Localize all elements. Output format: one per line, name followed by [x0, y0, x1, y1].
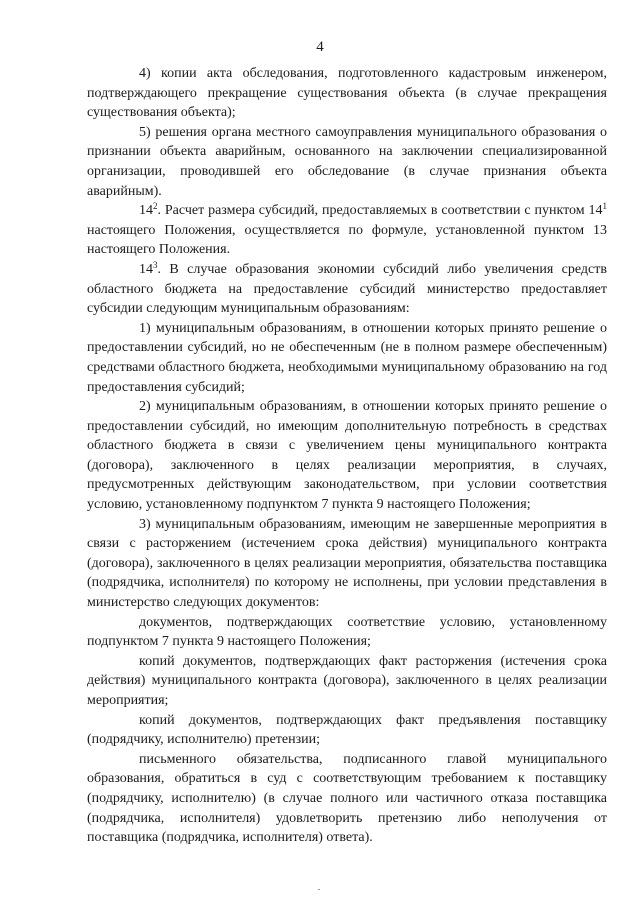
- reference-superscript: 1: [602, 201, 607, 212]
- paragraph-subitem-1: 1) муниципальным образованиям, в отношении которых принято решение о предоставлении субсидий, но не обеспеченным (не в полном размере обеспеченным) средствами областного бюджета, необходимыми муниципальному образованию на год предоставления субсидий;: [87, 320, 607, 395]
- clause-number: 14: [139, 203, 153, 219]
- paragraph-clause-14-2: [87, 201, 607, 260]
- page-number: 4: [316, 39, 324, 55]
- paragraph-item-5: 5) решения органа местного самоуправления муниципального образования о признании объекта аварийным, основанного на заключении специализированной организации, проводившей его обследование (в случае признания объекта аварийным).: [87, 124, 607, 199]
- paragraph-item-4: 4) копии акта обследования, подготовленного кадастровым инженером, подтверждающего прекращение существования объекта (в случае прекращения существования объекта);: [87, 66, 607, 121]
- scan-mark: [318, 889, 320, 890]
- clause-number-superscript: 3: [153, 259, 158, 270]
- clause-number-superscript: 2: [153, 201, 158, 212]
- clause-text: . В случае образования экономии субсидий либо увеличения средств областного бюджета на предоставление субсидий министерство предоставляет субсидии следующим муниципальным образованиям:: [87, 261, 607, 317]
- paragraph-clause-14-3: [87, 260, 607, 319]
- paragraph-document-2: копий документов, подтверждающих факт расторжения (истечения срока действия) муниципального контракта (договора), заключенного в целях реализации мероприятия;: [87, 653, 607, 708]
- paragraph-subitem-2: 2) муниципальным образованиям, в отношении которых принято решение о предоставлении субсидий, но имеющим дополнительную потребность в средствах областного бюджета в связи с увеличением цены муниципального контракта (договора), заключенного в целях реализации мероприятия, в случаях, предусмотренных действующим законодательством, при условии соответствия условию, установленному подпунктом 7 пункта 9 настоящего Положения;: [87, 399, 607, 513]
- clause-text-part: настоящего Положения, осуществляется по формуле, установленной пунктом 13 настоящего Положения.: [87, 222, 607, 258]
- paragraph-document-3: копий документов, подтверждающих факт предъявления поставщику (подрядчику, исполнителю) претензии;: [87, 712, 607, 748]
- paragraph-document-4: письменного обязательства, подписанного главой муниципального образования, обратиться в суд с соответствующим требованием к поставщику (подрядчику, исполнителю) (в случае полного или частичного отказа поставщика (подрядчика, исполнителя) удовлетворить претензию либо неполучения от поставщика (подрядчика, исполнителя) ответа).: [87, 751, 607, 846]
- paragraph-document-1: документов, подтверждающих соответствие условию, установленному подпунктом 7 пункта 9 настоящего Положения;: [87, 614, 607, 650]
- clause-number: 14: [139, 261, 153, 277]
- document-body: [87, 64, 607, 848]
- clause-text-part: . Расчет размера субсидий, предоставляемых в соответствии с пунктом 14: [157, 203, 603, 219]
- paragraph-subitem-3: 3) муниципальным образованиям, имеющим не завершенные мероприятия в связи с расторжением (истечением срока действия) муниципального контракта (договора), заключенного в целях реализации мероприятия, обязательства поставщика (подрядчика, исполнителя) по которому не исполнены, при условии представления в министерство следующих документов:: [87, 516, 607, 611]
